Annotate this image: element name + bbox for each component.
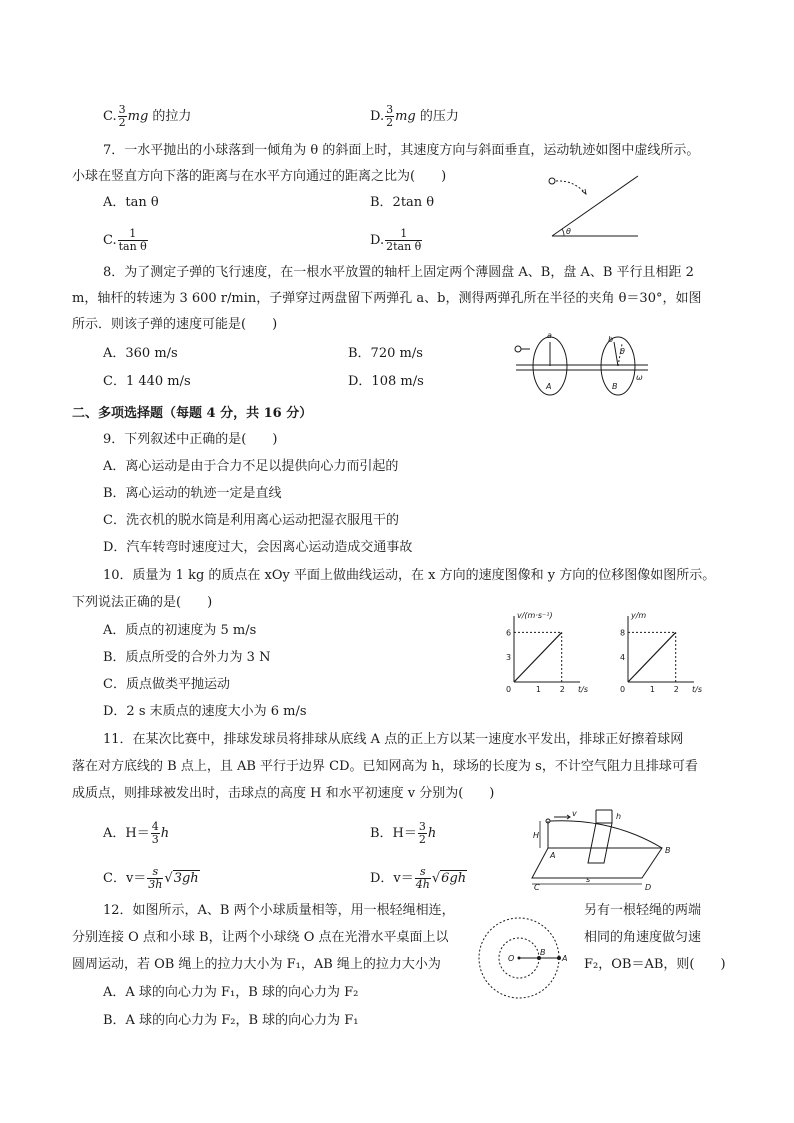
x-axis-label: t/s — [578, 685, 588, 694]
data-line — [628, 632, 676, 682]
q8-option-b: B．720 m/s — [348, 346, 423, 361]
y-tick-label: 4 — [620, 653, 626, 663]
q12-stem-line3b: F₂，OB＝AB，则( ) — [584, 957, 726, 972]
q11-stem-line2: 落在对方底线的 B 点上，且 AB 平行于边界 CD。已知网高为 h，球场的长度为 s，不计空气阻力且排球可看 — [72, 759, 698, 774]
x-axis-label: t/s — [692, 685, 702, 694]
q7-option-c: C. $\frac{1}{\text{tan θ}}$ — [103, 227, 147, 253]
origin-tick-label: 0 — [620, 685, 626, 694]
q11-fig-label-v: v — [572, 809, 577, 818]
q12-fig-label-B: B — [540, 948, 546, 957]
q11-fig-label-C: C — [534, 883, 540, 892]
q11-stem-line3: 成质点，则排球被发出时，击球点的高度 H 和水平初速度 v 分别为( ) — [72, 786, 495, 801]
q7-stem-line2: 小球在竖直方向下落的距离与在水平方向通过的距离之比为( ) — [72, 169, 447, 184]
q6-option-c: C. $\frac{3}{2}$ mg 的拉力 — [103, 103, 192, 129]
q8-stem-line2: m，轴杆的转速为 3 600 r/min，子弹穿过两盘留下两弹孔 a、b，测得两弹孔所在半径的夹角 θ＝30°，如图 — [72, 291, 702, 306]
q7-option-b: B．2tan θ — [370, 195, 435, 210]
q8-option-c: C．1 440 m/s — [103, 374, 191, 389]
q10-option-c: C．质点做类平抛运动 — [103, 677, 230, 692]
q11-option-a: A．H＝ $\frac{4}{3}$ h — [103, 820, 170, 846]
q12-fig-label-O: O — [508, 954, 515, 963]
q10-displacement-chart — [614, 608, 714, 693]
q11-fig-label-s: s — [586, 875, 591, 884]
q10-stem-line1: 10．质量为 1 kg 的质点在 xOy 平面上做曲线运动，在 x 方向的速度图像和 y 方向的位移图像如图所示。 — [103, 568, 716, 583]
q11-stem-line1: 11．在某次比赛中，排球发球员将排球从底线 A 点的正上方以某一速度水平发出，排球正好擦着球网 — [103, 732, 684, 747]
q12-stem-line1a: 12．如图所示，A、B 两个小球质量相等，用一根轻绳相连， — [103, 903, 455, 918]
q8-fig-label-B: B — [612, 382, 618, 391]
q10-stem-line2: 下列说法正确的是( ) — [72, 595, 213, 610]
x-tick-label: 1 — [535, 685, 541, 694]
q11-fig-label-h: h — [616, 812, 622, 821]
y-axis-label: v/(m·s⁻¹) — [517, 611, 553, 620]
q12-circles-figure — [470, 916, 570, 1002]
q8-option-d: D．108 m/s — [348, 374, 424, 389]
q10-option-b: B．质点所受的合外力为 3 N — [103, 650, 271, 665]
q7-incline-figure — [540, 170, 650, 240]
q8-option-a: A．360 m/s — [103, 346, 178, 361]
q8-stem-line3: 所示．则该子弹的速度可能是( ) — [72, 317, 278, 332]
q12-option-a: A．A 球的向心力为 F₁，B 球的向心力为 F₂ — [103, 985, 359, 1000]
q12-stem-line1b: 另有一根轻绳的两端 — [584, 903, 702, 918]
q7-fig-theta-label: θ — [566, 227, 571, 236]
section-2-heading: 二、多项选择题（每题 4 分，共 16 分） — [72, 406, 313, 421]
q12-stem-line2b: 相同的角速度做匀速 — [584, 930, 702, 945]
x-tick-label: 2 — [673, 685, 679, 694]
q6-option-d: D. $\frac{3}{2}$ mg 的压力 — [370, 103, 459, 129]
q9-option-c: C．洗衣机的脱水筒是利用离心运动把湿衣服甩干的 — [103, 513, 399, 528]
q11-fig-label-H: H — [533, 831, 540, 840]
q12-stem-line2a: 分别连接 O 点和小球 B，让两个小球绕 O 点在光滑水平桌面上以 — [72, 930, 449, 945]
q8-fig-label-b: b — [608, 335, 614, 344]
q8-stem-line1: 8．为了测定子弹的飞行速度，在一根水平放置的轴杆上固定两个薄圆盘 A、B，盘 A、B 平行且相距 2 — [103, 265, 694, 280]
q7-option-d: D. $\frac{1}{\text{2tan θ}}$ — [370, 227, 422, 253]
x-tick-label: 2 — [559, 685, 565, 694]
q11-fig-label-B: B — [665, 846, 671, 855]
y-tick-label: 6 — [506, 628, 512, 638]
q11-option-c: C．v＝ $\frac{s}{3h}$ √3gh — [103, 865, 199, 891]
origin-tick-label: 0 — [506, 685, 512, 694]
q12-stem-line3a: 圆周运动，若 OB 绳上的拉力大小为 F₁，AB 绳上的拉力大小为 — [72, 957, 441, 972]
q9-option-a: A．离心运动是由于合力不足以提供向心力而引起的 — [103, 459, 399, 474]
q12-fig-label-A: A — [562, 954, 568, 963]
q8-fig-label-omega: ω — [636, 373, 643, 382]
q8-fig-label-A: A — [546, 382, 552, 391]
q8-fig-label-a: a — [547, 331, 552, 340]
q12-option-b: B．A 球的向心力为 F₂，B 球的向心力为 F₁ — [103, 1013, 359, 1028]
q11-option-b: B．H＝ $\frac{3}{2}$ h — [370, 820, 437, 846]
q10-velocity-chart — [500, 608, 610, 693]
x-tick-label: 1 — [649, 685, 655, 694]
q7-stem-line1: 7．一水平抛出的小球落到一倾角为 θ 的斜面上时，其速度方向与斜面垂直，运动轨迹如图中虚线所示。 — [103, 143, 700, 158]
q8-disks-figure — [508, 328, 658, 398]
q9-option-b: B．离心运动的轨迹一定是直线 — [103, 486, 282, 501]
q10-option-a: A．质点的初速度为 5 m/s — [103, 623, 257, 638]
q9-stem: 9．下列叙述中正确的是( ) — [103, 432, 278, 447]
q9-option-d: D．汽车转弯时速度过大，会因离心运动造成交通事故 — [103, 540, 413, 555]
q7-option-a: A．tan θ — [103, 195, 159, 210]
q11-fig-label-A: A — [550, 851, 556, 860]
y-tick-label: 8 — [620, 628, 626, 638]
y-tick-label: 3 — [506, 653, 512, 663]
q11-option-d: D．v＝ $\frac{s}{4h}$ √6gh — [370, 865, 467, 891]
q11-fig-label-D: D — [645, 883, 652, 892]
q10-option-d: D．2 s 末质点的速度大小为 6 m/s — [103, 704, 307, 719]
q11-volleyball-figure — [532, 808, 682, 890]
data-line — [514, 632, 562, 682]
y-axis-label: y/m — [631, 611, 647, 620]
q8-fig-label-theta: θ — [620, 347, 625, 356]
